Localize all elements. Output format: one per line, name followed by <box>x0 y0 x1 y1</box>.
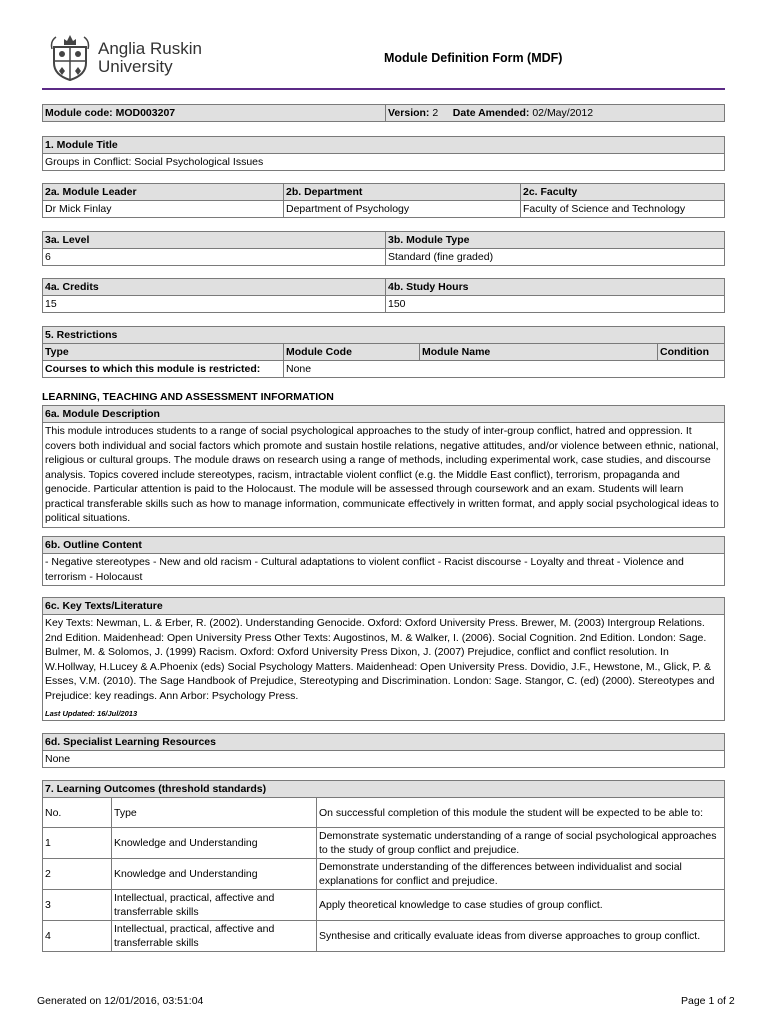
restrictions-col-code: Module Code <box>284 344 420 361</box>
outcome-no: 2 <box>43 859 112 890</box>
generated-timestamp: Generated on 12/01/2016, 03:51:04 <box>37 995 204 1007</box>
restrictions-col-type: Type <box>43 344 284 361</box>
module-description-section <box>42 405 725 528</box>
form-title: Module Definition Form (MDF) <box>384 51 563 65</box>
key-texts-section <box>42 597 725 721</box>
outcome-no: 4 <box>43 921 112 952</box>
university-crest-icon <box>50 33 90 84</box>
summary-section <box>42 104 725 122</box>
outcome-text: Synthesise and critically evaluate ideas from diverse approaches to group conflict. <box>317 921 725 952</box>
module-type-label: 3b. Module Type <box>386 232 725 249</box>
study-hours-value: 150 <box>386 296 725 313</box>
header-divider <box>42 88 725 90</box>
study-hours-label: 4b. Study Hours <box>386 279 725 296</box>
module-leader-value: Dr Mick Finlay <box>43 201 284 218</box>
logo-line-2: University <box>98 57 173 76</box>
faculty-label: 2c. Faculty <box>521 184 725 201</box>
module-description-label: 6a. Module Description <box>43 406 725 423</box>
outcome-type: Intellectual, practical, affective and transferrable skills <box>112 921 317 952</box>
credits-value: 15 <box>43 296 386 313</box>
university-logo <box>50 34 202 82</box>
last-updated: Last Updated: 16/Jul/2013 <box>45 709 138 718</box>
outline-content-label: 6b. Outline Content <box>43 537 725 554</box>
credits-label: 4a. Credits <box>43 279 386 296</box>
module-title-section <box>42 136 725 171</box>
key-texts-label: 6c. Key Texts/Literature <box>43 598 725 615</box>
module-title-label: 1. Module Title <box>43 137 725 154</box>
outcomes-col-type: Type <box>112 798 317 828</box>
outcomes-col-no: No. <box>43 798 112 828</box>
module-code: Module code: MOD003207 <box>43 105 386 122</box>
table-row <box>43 828 725 859</box>
restrictions-row-value: None <box>284 361 725 378</box>
specialist-resources-section <box>42 733 725 768</box>
department-label: 2b. Department <box>284 184 521 201</box>
module-type-value: Standard (fine graded) <box>386 249 725 266</box>
level-value: 6 <box>43 249 386 266</box>
level-label: 3a. Level <box>43 232 386 249</box>
outcome-text: Demonstrate systematic understanding of a range of social psychological approaches to the study of group conflict and prejudice. <box>317 828 725 859</box>
outcome-type: Knowledge and Understanding <box>112 859 317 890</box>
faculty-value: Faculty of Science and Technology <box>521 201 725 218</box>
restrictions-label: 5. Restrictions <box>43 327 725 344</box>
key-texts-cell <box>43 615 725 721</box>
restrictions-row-label: Courses to which this module is restricted: <box>43 361 284 378</box>
outcome-no: 1 <box>43 828 112 859</box>
level-section <box>42 231 725 266</box>
logo-line-1: Anglia Ruskin <box>98 39 202 58</box>
department-value: Department of Psychology <box>284 201 521 218</box>
learning-outcomes-label: 7. Learning Outcomes (threshold standards) <box>43 781 725 798</box>
specialist-resources-label: 6d. Specialist Learning Resources <box>43 734 725 751</box>
learning-outcomes-section <box>42 780 725 952</box>
table-row <box>43 890 725 921</box>
lta-heading: LEARNING, TEACHING AND ASSESSMENT INFORMATION <box>42 391 334 403</box>
outcome-type: Knowledge and Understanding <box>112 828 317 859</box>
date-amended-value: 02/May/2012 <box>532 107 594 119</box>
specialist-resources-value: None <box>43 751 725 768</box>
outline-content-section <box>42 536 725 586</box>
restrictions-col-name: Module Name <box>420 344 658 361</box>
outcome-text: Apply theoretical knowledge to case studies of group conflict. <box>317 890 725 921</box>
module-description-text: This module introduces students to a range of social psychological approaches to the study of inter-group conflict, hatred and oppression. It covers both individual and social factors which promote and sustain hostile relations, negative attitudes, and/or violence between ethnic, national, religious or cultural groups. The module draws on research using a range of methods, including experimental work, case studies, and discourse analysis. Topics covered include stereotypes, racism, intractable violent conflict (e.g. the Middle East conflict), terrorism, propaganda and genocide. Particular attention is paid to the Holocaust. The module will be assessed through coursework and an exam. Students will learn practical transferable skills such as how to manage information, communicate effectively in written format, and apply social psychological ideas to political situations. <box>43 423 725 528</box>
credits-section <box>42 278 725 313</box>
outcomes-col-outcome: On successful completion of this module the student will be expected to be able to: <box>317 798 725 828</box>
restrictions-section <box>42 326 725 378</box>
key-texts-text: Key Texts: Newman, L. & Erber, R. (2002). Understanding Genocide. Oxford: Oxford University Press. Brewer, M. (2003) Intergroup Relations. 2nd Edition. Maidenhead: Open University Press Other Texts: Augostinos, M. & Walker, I. (2006). Social Cognition. 2nd Edition. London: Sage. Bulmer, M. & Solomos, J. (1999) Racism. Oxford: Oxford University Press Dixon, J. (2007) Prejudice, conflict and conflict resolution. In W.Hollway, H.Lucey & A.Phoenix (eds) Social Psychology Matters. Maidenhead: Open University Press. Dovidio, J.F., Hewstone, M., Glick, P. & Esses, V.M. (2010). The Sage Handbook of Prejudice, Stereotyping and Discrimination. London: Sage. Stangor, C. (ed) (2000). Stereotypes and Prejudice: key readings. Ann Arbor: Psychology Press. <box>45 617 715 702</box>
page-number: Page 1 of 2 <box>681 995 735 1007</box>
version-label: Version: <box>388 107 430 119</box>
module-leader-label: 2a. Module Leader <box>43 184 284 201</box>
version-date-cell <box>386 105 725 122</box>
outcome-text: Demonstrate understanding of the differences between individualist and social explanations for conflict and prejudice. <box>317 859 725 890</box>
date-amended-label: Date Amended: <box>452 107 530 119</box>
table-row <box>43 921 725 952</box>
table-row <box>43 859 725 890</box>
module-title-value: Groups in Conflict: Social Psychological Issues <box>43 154 725 171</box>
outcome-no: 3 <box>43 890 112 921</box>
restrictions-col-condition: Condition <box>658 344 725 361</box>
outline-content-text: - Negative stereotypes - New and old racism - Cultural adaptations to violent conflict - Racist discourse - Loyalty and threat - Violence and terrorism - Holocaust <box>43 554 725 586</box>
version-value: 2 <box>432 107 439 119</box>
module-leader-section <box>42 183 725 218</box>
outcome-type: Intellectual, practical, affective and transferrable skills <box>112 890 317 921</box>
